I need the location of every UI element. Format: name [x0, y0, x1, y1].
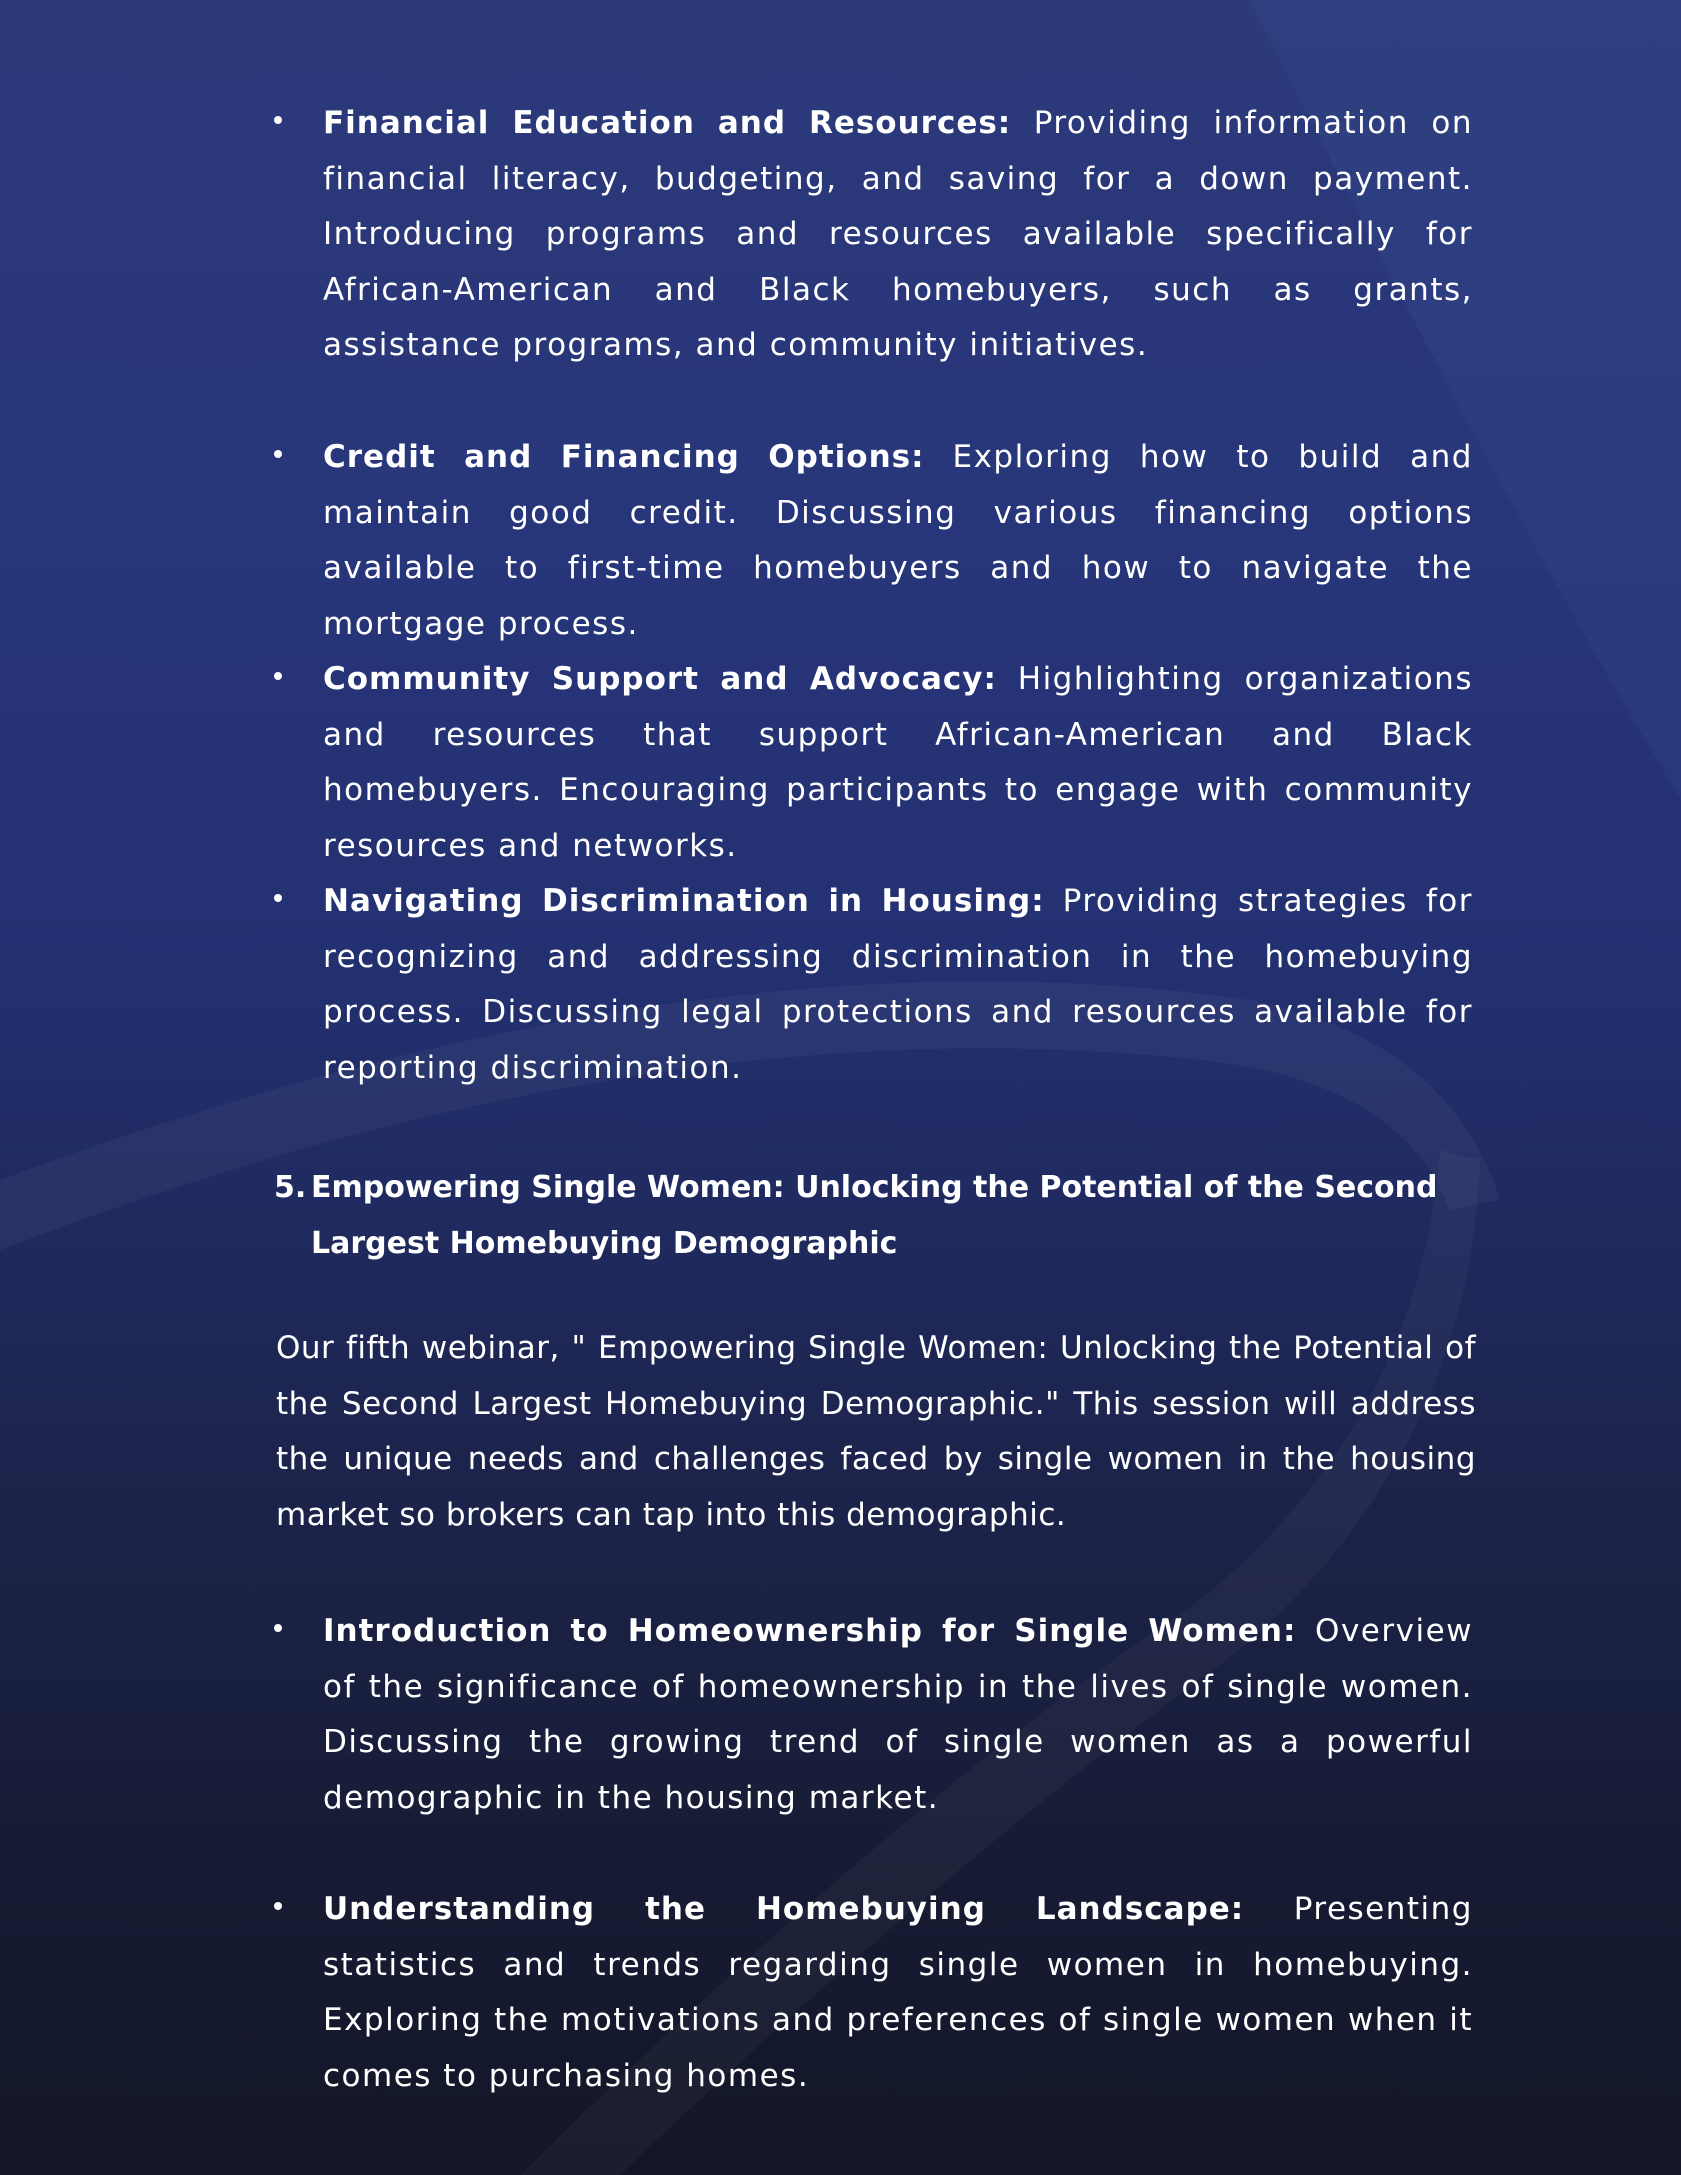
bullet-icon: [274, 672, 282, 680]
bullet-icon: [274, 894, 282, 902]
bullet-body: Providing strategies for recognizing and addressing discrimination in the homebuying process. Discussing legal protections and resources available for reporting discrimination.: [323, 883, 1473, 1086]
bullet-title: Community Support and Advocacy:: [323, 661, 997, 697]
bullet-body: Providing information on financial literacy, budgeting, and saving for a down payment. Introducing programs and resources available specifically for African-American and Black homebuyers, such as grants, assistance programs, and community initiatives.: [323, 105, 1473, 363]
section-title: Empowering Single Women: Unlocking the Potential of the Second Largest Homebuying Demographic: [311, 1170, 1438, 1261]
bullet-title: Understanding the Homebuying Landscape:: [323, 1891, 1245, 1927]
bullet-icon: [274, 1624, 282, 1632]
bullet-icon: [274, 450, 282, 458]
bullet-title: Credit and Financing Options:: [323, 439, 925, 475]
bullet-title: Navigating Discrimination in Housing:: [323, 883, 1045, 919]
bullet-icon: [274, 116, 282, 124]
section-number: 5.: [274, 1170, 307, 1205]
bullet-body: Exploring how to build and maintain good credit. Discussing various financing options available to first-time homebuyers and how to navigate the mortgage process.: [323, 439, 1473, 642]
bullet-body: Highlighting organizations and resources that support African-American and Black homebuyers. Encouraging participants to engage with community resources and networks.: [323, 661, 1473, 864]
bullet-icon: [274, 1902, 282, 1910]
bullet-title: Financial Education and Resources:: [323, 105, 1012, 141]
bullet-body: Overview of the significance of homeownership in the lives of single women. Discussing the growing trend of single women as a powerful demographic in the housing market.: [323, 1613, 1473, 1816]
intro-paragraph: Our fifth webinar, " Empowering Single Women: Unlocking the Potential of the Second Largest Homebuying Demographic." This session will address the unique needs and challenges faced by single women in the housing market so brokers can tap into this demographic.: [276, 1330, 1476, 1533]
bullet-body: Presenting statistics and trends regarding single women in homebuying. Exploring the motivations and preferences of single women when it comes to purchasing homes.: [323, 1891, 1473, 2094]
bullet-title: Introduction to Homeownership for Single Women:: [323, 1613, 1297, 1649]
